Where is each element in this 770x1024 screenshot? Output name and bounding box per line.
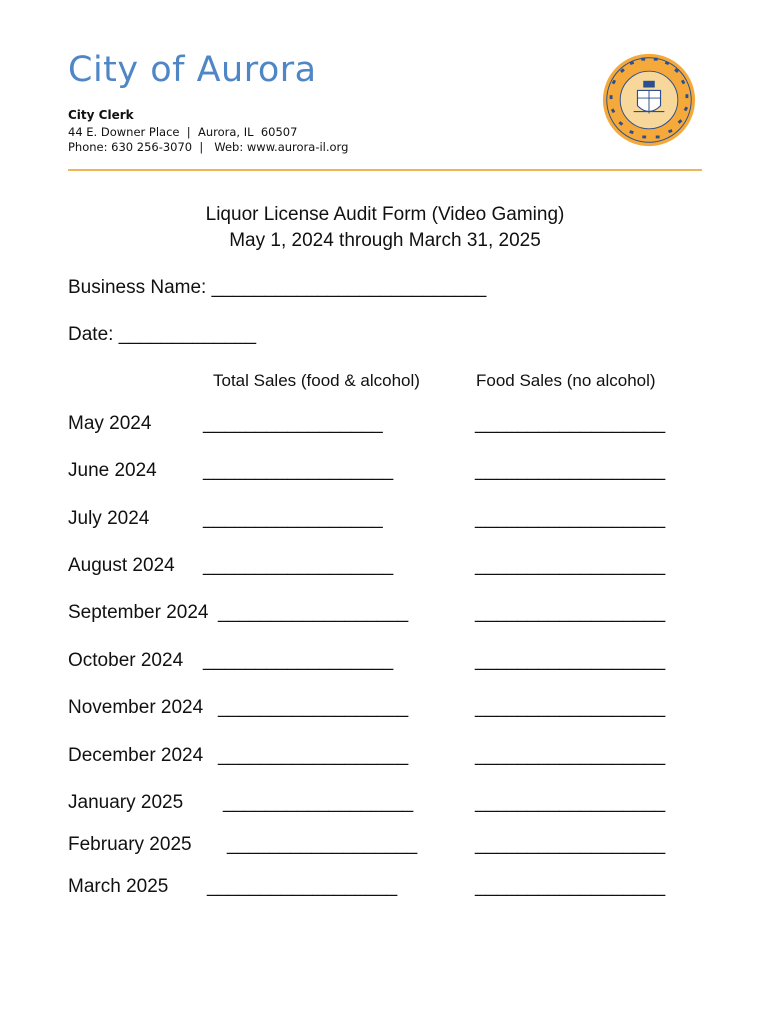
- food-sales-blank[interactable]: __________________: [475, 745, 666, 766]
- header-divider: [68, 169, 702, 171]
- month-label: June 2024: [68, 460, 157, 481]
- total-sales-blank[interactable]: __________________: [223, 792, 414, 813]
- contact-line: Phone: 630 256-3070 | Web: www.aurora-il.org: [68, 140, 349, 154]
- month-label: November 2024: [68, 697, 204, 718]
- food-sales-blank[interactable]: __________________: [475, 876, 666, 897]
- month-label: August 2024: [68, 555, 175, 576]
- month-label: December 2024: [68, 745, 204, 766]
- food-sales-blank[interactable]: __________________: [475, 792, 666, 813]
- month-label: May 2024: [68, 413, 152, 434]
- food-sales-blank[interactable]: __________________: [475, 834, 666, 855]
- month-label: September 2024: [68, 602, 209, 623]
- column-header-food-sales: Food Sales (no alcohol): [476, 371, 656, 390]
- total-sales-blank[interactable]: __________________: [203, 650, 394, 671]
- month-label: February 2025: [68, 834, 192, 855]
- total-sales-blank[interactable]: __________________: [203, 460, 394, 481]
- total-sales-blank[interactable]: __________________: [227, 834, 418, 855]
- total-sales-blank[interactable]: _________________: [203, 413, 383, 434]
- month-label: July 2024: [68, 508, 150, 529]
- food-sales-blank[interactable]: __________________: [475, 413, 666, 434]
- total-sales-blank[interactable]: __________________: [218, 697, 409, 718]
- total-sales-blank[interactable]: __________________: [218, 602, 409, 623]
- month-label: March 2025: [68, 876, 169, 897]
- food-sales-blank[interactable]: __________________: [475, 697, 666, 718]
- city-seal-logo: [601, 52, 697, 148]
- month-label: October 2024: [68, 650, 184, 671]
- date-field[interactable]: Date: _____________: [68, 324, 257, 345]
- form-title: Liquor License Audit Form (Video Gaming): [205, 204, 565, 225]
- food-sales-blank[interactable]: __________________: [475, 508, 666, 529]
- total-sales-blank[interactable]: __________________: [218, 745, 409, 766]
- food-sales-blank[interactable]: __________________: [475, 650, 666, 671]
- address-line: 44 E. Downer Place | Aurora, IL 60507: [68, 125, 298, 139]
- month-label: January 2025: [68, 792, 184, 813]
- total-sales-blank[interactable]: __________________: [207, 876, 398, 897]
- column-header-total-sales: Total Sales (food & alcohol): [213, 371, 420, 390]
- total-sales-blank[interactable]: __________________: [203, 555, 394, 576]
- food-sales-blank[interactable]: __________________: [475, 555, 666, 576]
- org-title: City of Aurora: [68, 50, 317, 90]
- food-sales-blank[interactable]: __________________: [475, 460, 666, 481]
- department-name: City Clerk: [68, 108, 134, 122]
- food-sales-blank[interactable]: __________________: [475, 602, 666, 623]
- form-period: May 1, 2024 through March 31, 2025: [229, 230, 541, 251]
- total-sales-blank[interactable]: _________________: [203, 508, 383, 529]
- business-name-field[interactable]: Business Name: __________________________: [68, 277, 487, 298]
